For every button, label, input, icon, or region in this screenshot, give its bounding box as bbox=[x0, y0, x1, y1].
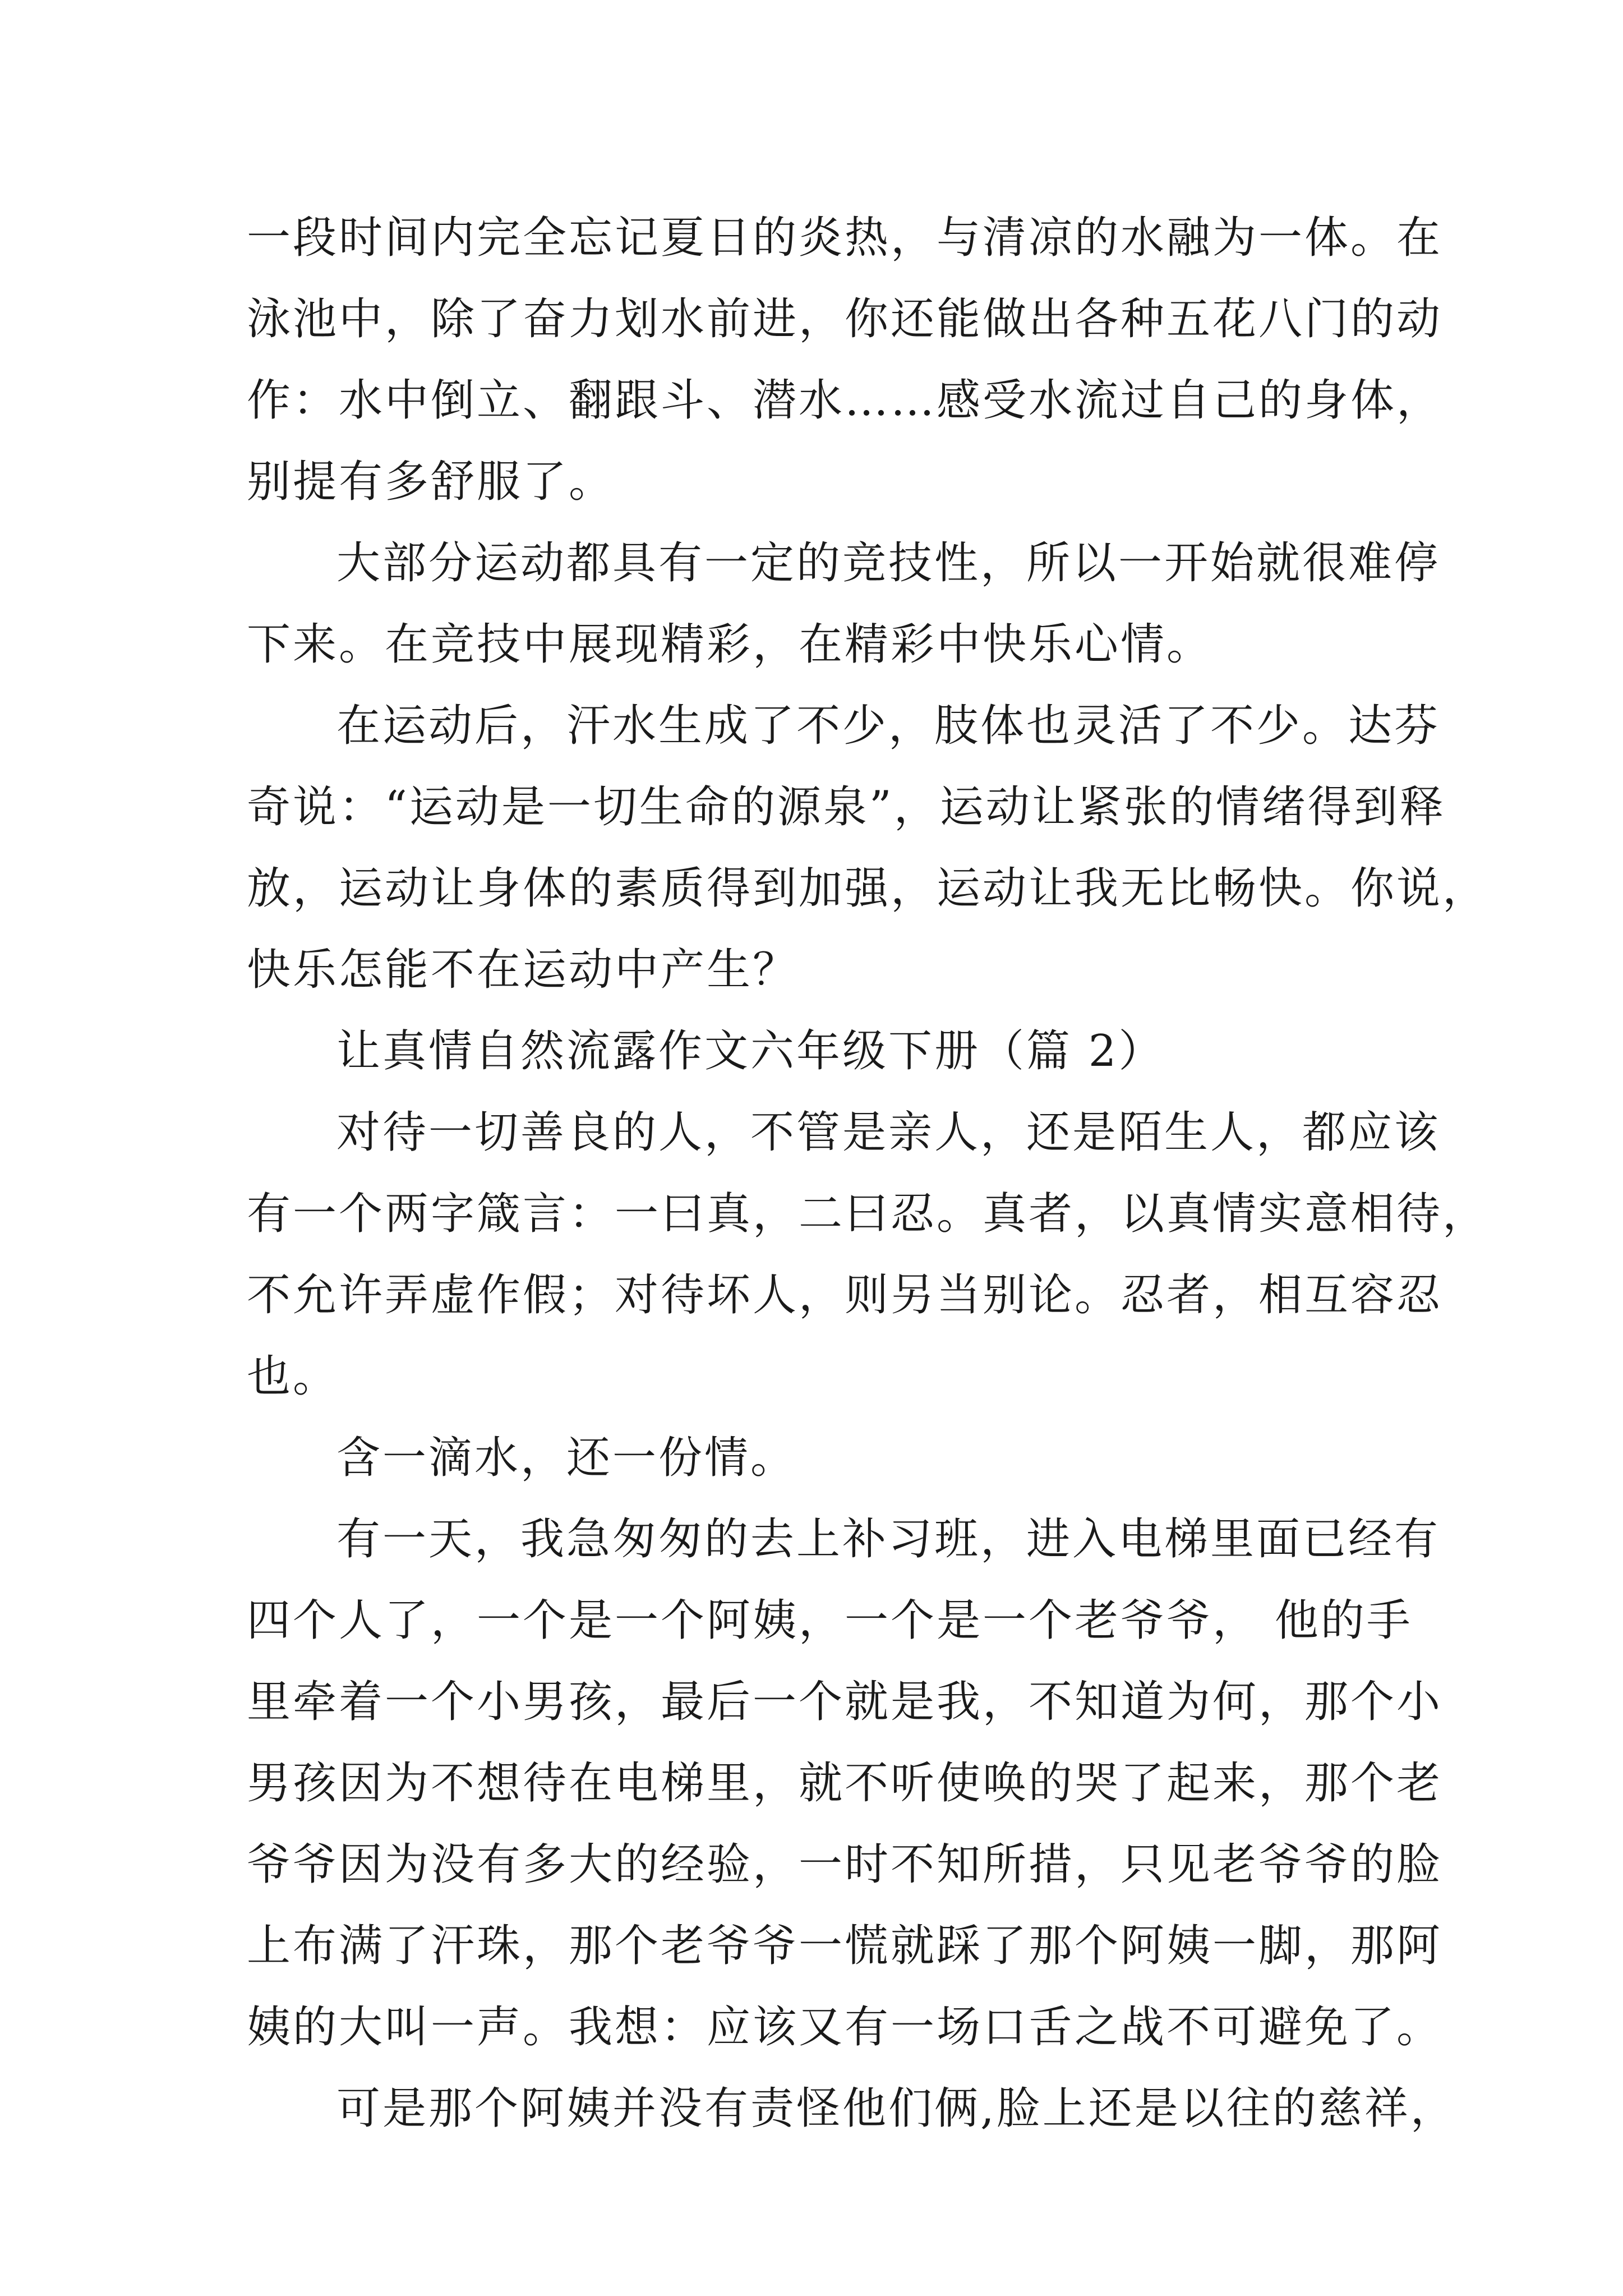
paragraph-start-line: 可是那个阿姨并没有责怪他们俩,脸上还是以往的慈祥， bbox=[336, 2083, 1456, 2134]
paragraph-start-line: 含一滴水，还一份情。 bbox=[336, 1433, 797, 1483]
text-line: 别提有多舒服了。 bbox=[247, 457, 615, 507]
text-line: 一段时间内完全忘记夏日的炎热，与清凉的水融为一体。在 bbox=[247, 213, 1443, 263]
text-line: 里牵着一个小男孩，最后一个就是我，不知道为何，那个小 bbox=[247, 1677, 1443, 1727]
body-text bbox=[247, 197, 1489, 2150]
text-line: 泳池中，除了奋力划水前进，你还能做出各种五花八门的动 bbox=[247, 294, 1443, 344]
text-line: 爷爷因为没有多大的经验，一时不知所措，只见老爷爷的脸 bbox=[247, 1839, 1443, 1890]
paragraph-start-line: 在运动后，汗水生成了不少，肢体也灵活了不少。达芬 bbox=[336, 701, 1441, 751]
text-line: 上布满了汗珠，那个老爷爷一慌就踩了那个阿姨一脚，那阿 bbox=[247, 1921, 1443, 1971]
paragraph-start-line: 有一天，我急匆匆的去上补习班，进入电梯里面已经有 bbox=[336, 1514, 1441, 1565]
text-line: 作：水中倒立、翻跟斗、潜水……感受水流过自己的身体， bbox=[247, 375, 1443, 426]
text-line: 不允许弄虚作假；对待坏人，则另当别论。忍者，相互容忍 bbox=[247, 1270, 1443, 1320]
section-heading: 让真情自然流露作文六年级下册（篇 2） bbox=[336, 1026, 1165, 1076]
text-line: 奇说：“运动是一切生命的源泉”，运动让紧张的情绪得到释 bbox=[247, 782, 1446, 832]
text-line: 快乐怎能不在运动中产生？ bbox=[247, 945, 799, 995]
text-line: 也。 bbox=[247, 1351, 339, 1402]
text-line: 四个人了，一个是一个阿姨，一个是一个老爷爷， 他的手 bbox=[247, 1595, 1413, 1646]
text-line: 下来。在竞技中展现精彩，在精彩中快乐心情。 bbox=[247, 619, 1213, 670]
paragraph-start-line: 对待一切善良的人，不管是亲人，还是陌生人，都应该 bbox=[336, 1107, 1441, 1158]
text-line: 放，运动让身体的素质得到加强，运动让我无比畅快。你说， bbox=[247, 863, 1489, 914]
text-line: 男孩因为不想待在电梯里，就不听使唤的哭了起来，那个老 bbox=[247, 1758, 1443, 1809]
text-line: 姨的大叫一声。我想：应该又有一场口舌之战不可避免了。 bbox=[247, 2002, 1443, 2053]
paragraph-start-line: 大部分运动都具有一定的竞技性，所以一开始就很难停 bbox=[336, 538, 1441, 588]
text-line: 有一个两字箴言：一曰真，二曰忍。真者，以真情实意相待， bbox=[247, 1189, 1489, 1239]
